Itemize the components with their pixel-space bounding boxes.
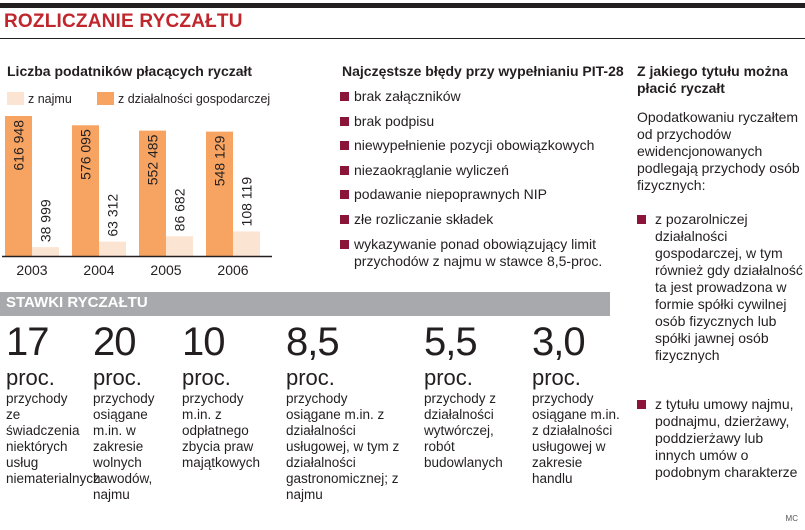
list-item: wykazywanie ponad obowiązujący limit przychodów z najmu w stawce 8,5-proc. — [336, 236, 626, 270]
bar-value-label: 548 129 — [211, 135, 228, 187]
legend-label-dzialalnosc: z działalności gospodarczej — [118, 92, 271, 106]
square-bullet-icon — [340, 240, 349, 249]
header-divider — [0, 38, 805, 39]
header-rule — [0, 3, 805, 8]
x-tick-label: 2005 — [150, 262, 182, 278]
bar-value-label: 86 682 — [171, 188, 188, 232]
rate-unit: proc. — [6, 365, 55, 390]
bar-value-label: 552 485 — [144, 134, 161, 186]
rate-value: 20 — [93, 320, 136, 364]
legend-swatch-dzialalnosc — [97, 92, 114, 105]
x-tick-label: 2004 — [83, 262, 115, 278]
square-bullet-icon — [340, 92, 349, 101]
list-item: z tytułu umowy najmu, podnajmu, dzierżawy, poddzierżawy lub innych umów o podobnym charakterze — [637, 396, 805, 481]
rate-17 — [6, 320, 101, 487]
list-item: niewypełnienie pozycji obowiązkowych — [336, 137, 626, 154]
rate-8-5 — [286, 322, 406, 503]
bar-value-label: 63 312 — [104, 193, 121, 237]
bar-chart — [0, 110, 300, 288]
square-bullet-icon — [340, 215, 349, 224]
rate-description: przychody z działalności wytwórczej, robót budowlanych — [424, 391, 503, 470]
rate-unit: proc. — [532, 365, 581, 390]
rate-5-5 — [424, 322, 516, 471]
rate-value: 8,5 — [286, 320, 339, 364]
bar-najmu — [166, 236, 193, 256]
square-bullet-icon — [340, 166, 349, 175]
credit: MC — [785, 514, 798, 523]
bar-value-label: 108 119 — [238, 176, 255, 227]
bar-najmu — [233, 231, 260, 256]
rate-unit: proc. — [424, 365, 473, 390]
square-bullet-icon — [340, 141, 349, 150]
rate-value: 3,0 — [532, 320, 585, 364]
page-title: ROZLICZANIE RYCZAŁTU — [4, 11, 243, 32]
rate-3-0 — [532, 322, 624, 487]
chart-title: Liczba podatników płacących ryczałt — [7, 63, 253, 79]
rate-value: 17 — [6, 320, 49, 364]
rate-value: 5,5 — [424, 320, 477, 364]
bar-value-label: 616 948 — [10, 120, 27, 171]
square-bullet-icon — [637, 400, 646, 409]
square-bullet-icon — [637, 215, 646, 224]
rate-unit: proc. — [286, 365, 335, 390]
list-item: brak podpisu — [336, 113, 626, 130]
x-tick-label: 2006 — [217, 262, 249, 278]
bar-najmu — [99, 242, 126, 256]
list-item: brak załączników — [336, 88, 626, 105]
legend-label-najmu: z najmu — [28, 92, 72, 106]
stawki-title: STAWKI RYCZAŁTU — [6, 294, 148, 311]
bar-najmu — [32, 247, 59, 256]
tytul-intro: Opodatkowaniu ryczałtem od przychodów ewidencjonowanych podlegają przychody osób fizycznych: — [637, 109, 800, 193]
bar-value-label: 38 999 — [37, 199, 54, 243]
legend-swatch-najmu — [7, 92, 24, 105]
square-bullet-icon — [340, 190, 349, 199]
tytul-title: Z jakiego tytułu można płacić ryczałt — [637, 63, 788, 96]
rate-20 — [93, 322, 173, 503]
rate-description: przychody osiągane m.in. w zakresie wolnych zawodów, najmu — [93, 391, 155, 502]
rate-unit: proc. — [93, 365, 142, 390]
errors-list — [336, 88, 626, 277]
rate-description: przychody osiągane m.in. z działalności usługowej, w tym z działalności gastronomicznej; z najmu — [286, 391, 400, 502]
bar-value-label: 576 095 — [77, 129, 94, 180]
rate-description: przychody osiągane m.in. z działalności usługowej w zakresie handlu — [532, 391, 620, 486]
x-tick-label: 2003 — [16, 262, 48, 278]
list-item: niezaokrąglanie wyliczeń — [336, 162, 626, 179]
list-item: podawanie niepoprawnych NIP — [336, 186, 626, 203]
rate-description: przychody ze świadczenia niektórych usług niematerialnych — [6, 391, 101, 486]
rate-description: przychody m.in. z odpłatnego zbycia praw majątkowych — [182, 391, 261, 470]
list-item: złe rozliczanie składek — [336, 211, 626, 228]
rate-unit: proc. — [182, 365, 231, 390]
rate-10 — [182, 322, 272, 471]
square-bullet-icon — [340, 117, 349, 126]
rate-value: 10 — [182, 320, 225, 364]
list-item: z pozarolniczej działalności gospodarczej, w tym również gdy działalność ta jest prowadzona w formie spółki cywilnej osób fizycznych lub spółki jawnej osób fizycznych — [637, 211, 805, 364]
errors-title: Najczęstsze błędy przy wypełnianiu PIT-28 — [342, 63, 624, 79]
